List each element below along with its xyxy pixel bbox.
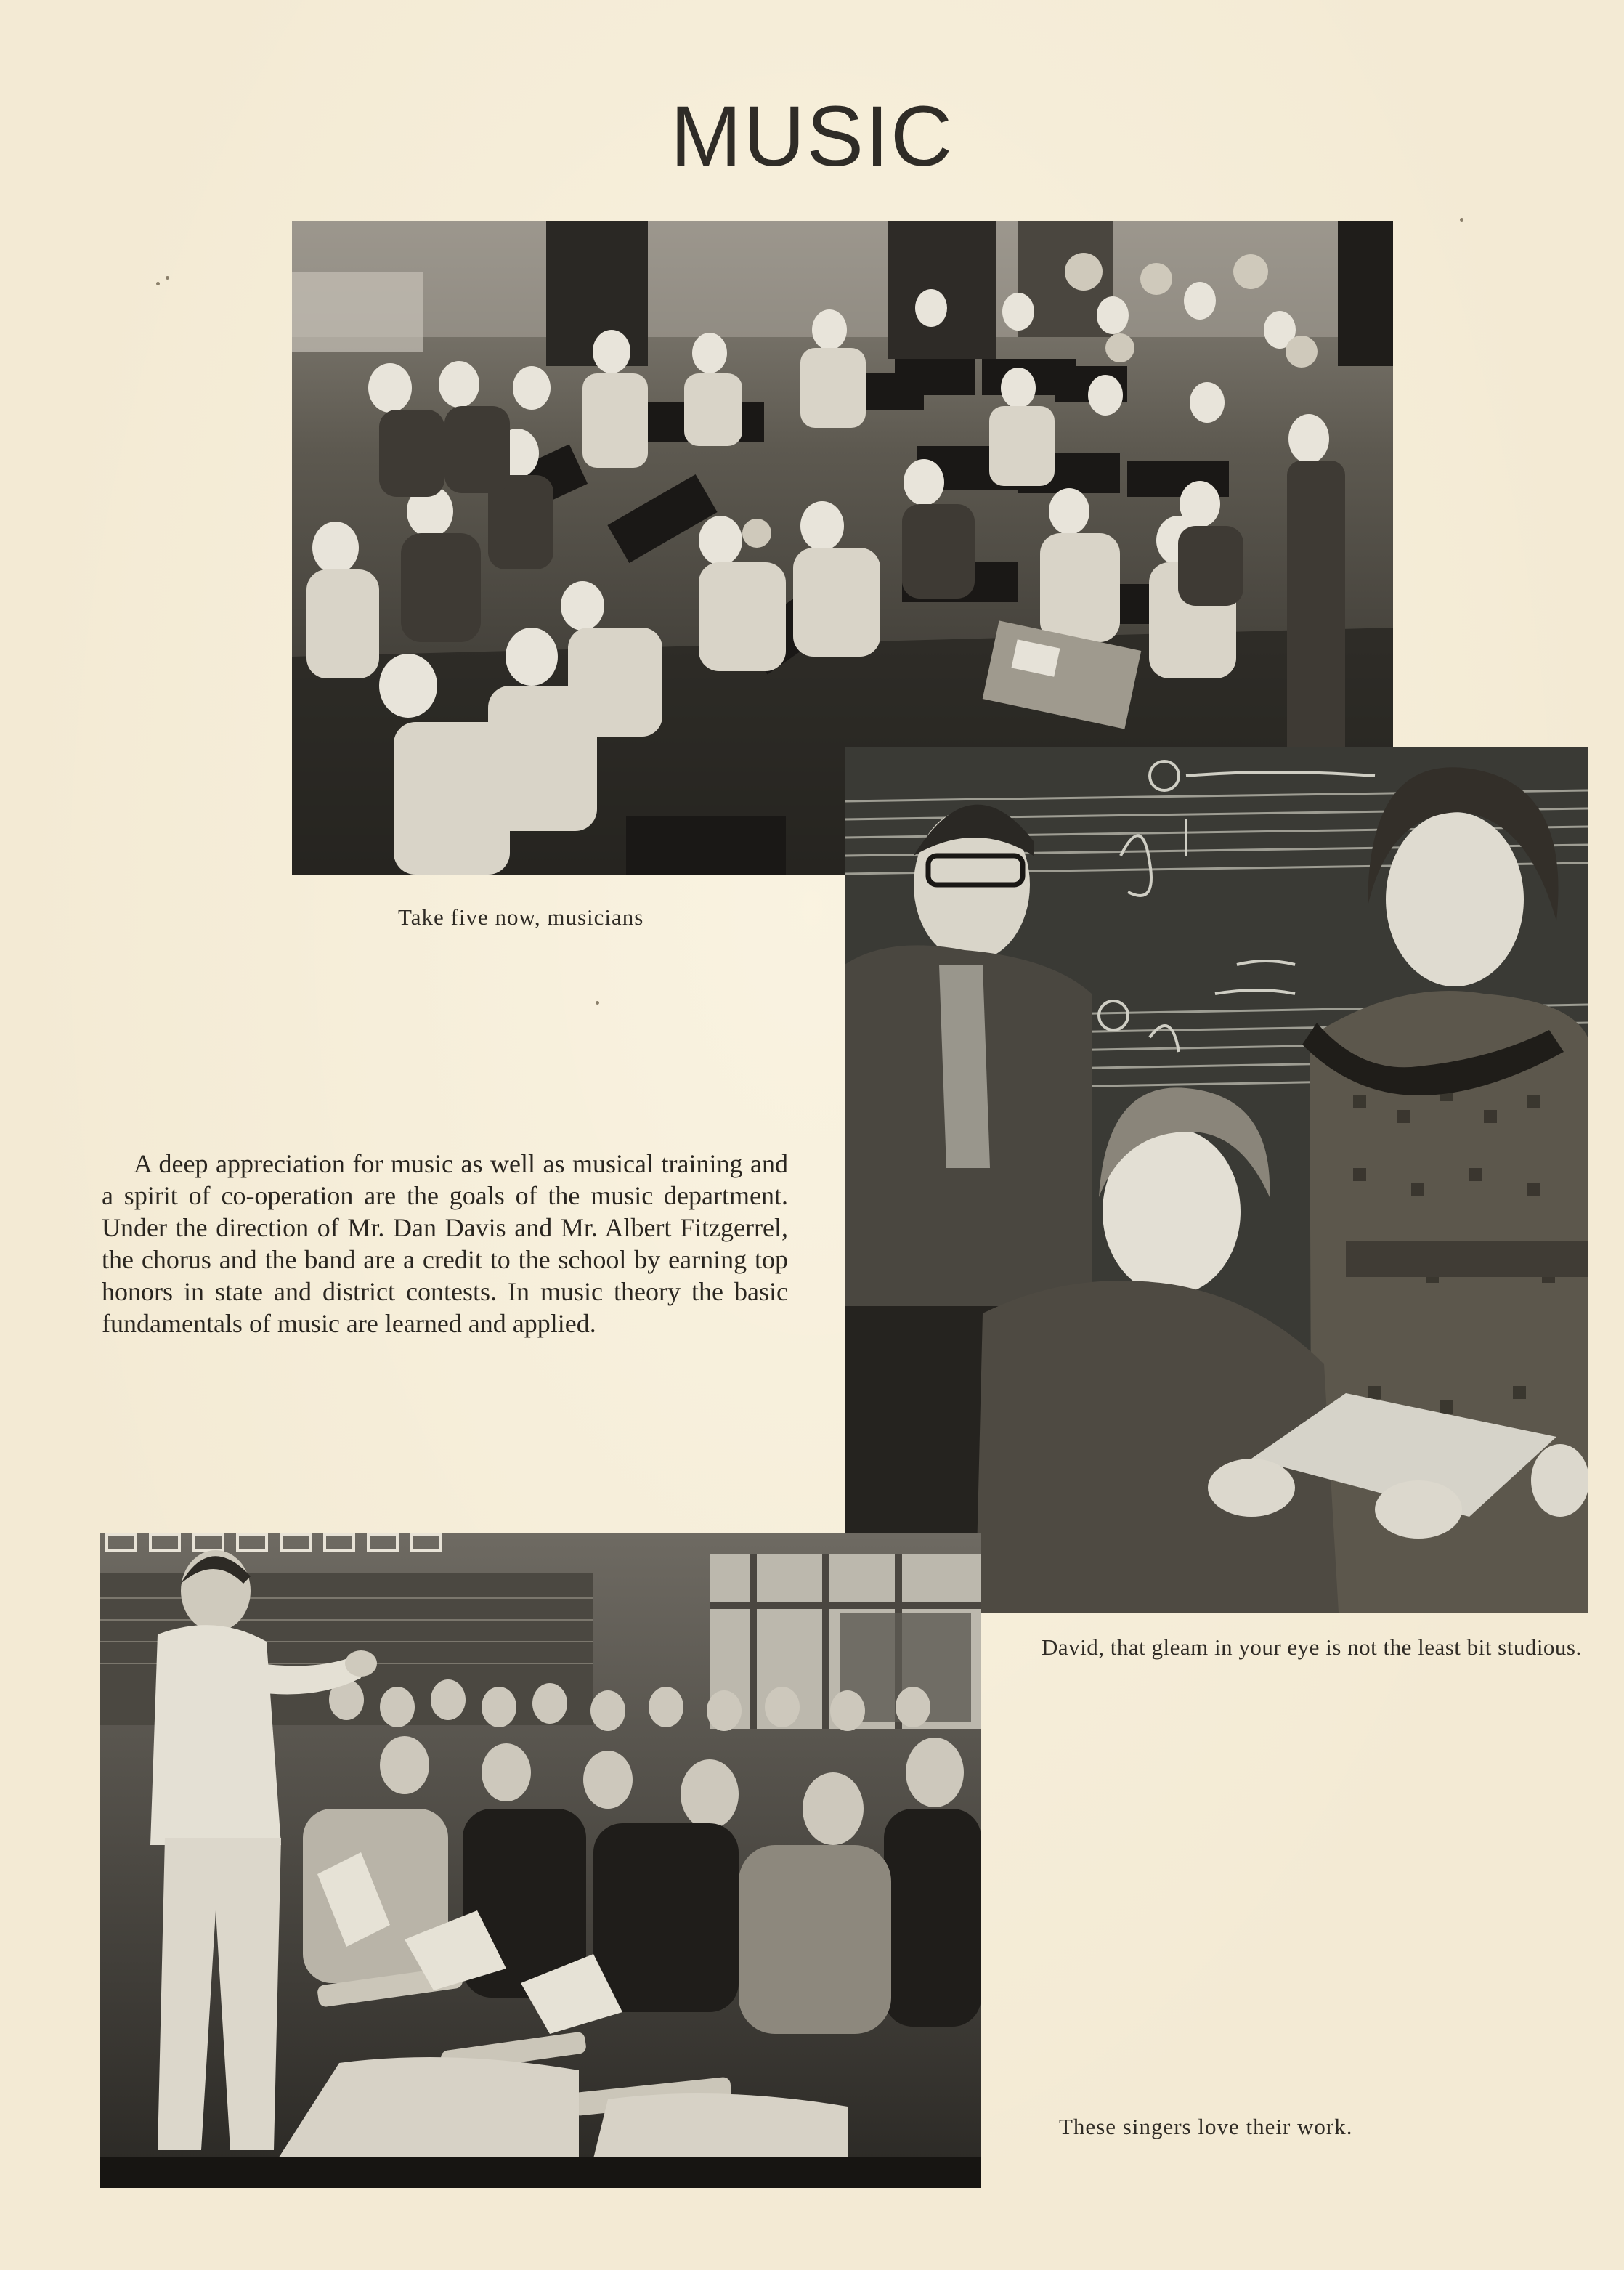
chorus-photo-image [100,1533,981,2188]
print-speck [1460,218,1463,222]
trio-photo-image [845,747,1588,1613]
print-speck [156,282,160,285]
chorus-photo-caption: These singers love their work. [1059,2114,1353,2139]
trio-photo-caption: David, that gleam in your eye is not the least bit studious. [1042,1634,1582,1660]
page-title: MUSIC [670,89,954,185]
print-speck [166,276,169,280]
trio-photo [845,747,1588,1613]
print-speck [596,1001,599,1005]
band-photo-caption: Take five now, musicians [398,904,644,930]
chorus-photo [100,1533,981,2188]
article-body: A deep appreciation for music as well as musical training and a spirit of co-operation are the goals of the music department. Under the direction of Mr. Dan Davis and Mr. Albert Fitzgerrel, the chorus and the band are a credit to the school by earning top honors in state and district contests. In music theory the basic fundamentals of music are learned and applied. [102,1149,788,1338]
